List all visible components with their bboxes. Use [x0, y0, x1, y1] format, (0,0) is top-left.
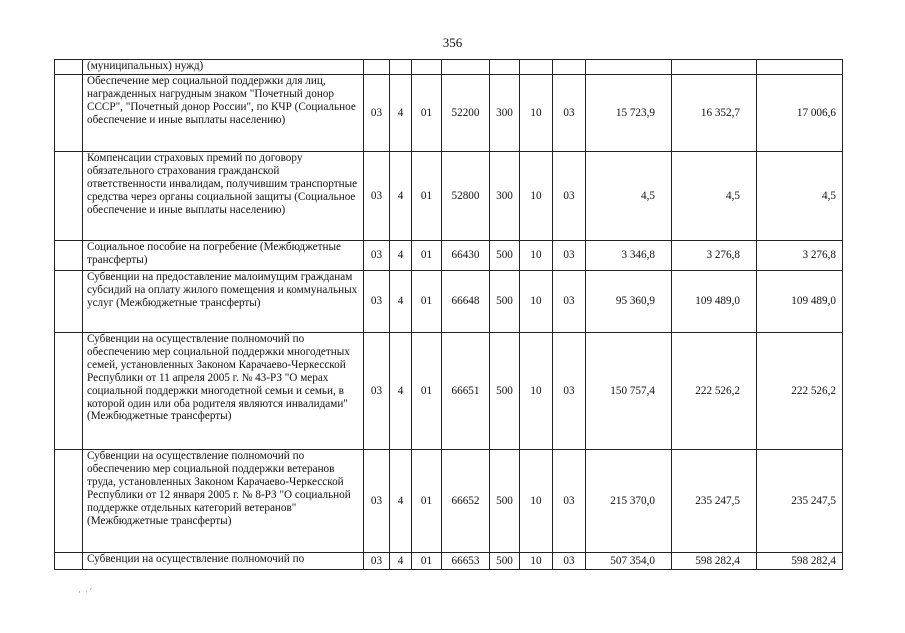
code-cell: 66430	[442, 241, 490, 271]
description-cell: Субвенции на предоставление малоимущим гражданам субсидий на оплату жилого помещения и коммунальных услуг (Межбюджетные трансферты)	[83, 271, 364, 333]
amount-cell: 16 352,7	[672, 75, 757, 152]
code-cell: 66653	[442, 553, 490, 570]
code-cell: 10	[520, 553, 553, 570]
code-cell: 03	[553, 271, 586, 333]
code-cell: 01	[412, 333, 442, 450]
code-cell: 500	[490, 241, 520, 271]
row-number-cell	[55, 75, 83, 152]
code-cell: 03	[364, 553, 390, 570]
code-cell: 4	[390, 152, 412, 241]
code-cell: 500	[490, 271, 520, 333]
code-cell: 4	[390, 450, 412, 553]
row-number-cell	[55, 60, 83, 75]
code-cell: 03	[553, 553, 586, 570]
amount-cell: 222 526,2	[757, 333, 843, 450]
page-number: 356	[442, 35, 463, 50]
code-cell: 03	[364, 241, 390, 271]
amount-cell: 15 723,9	[586, 75, 672, 152]
code-cell: 500	[490, 333, 520, 450]
code-cell: 03	[553, 75, 586, 152]
amount-cell: 598 282,4	[672, 553, 757, 570]
table-row	[55, 333, 843, 450]
code-cell: 03	[364, 333, 390, 450]
code-cell: 500	[490, 553, 520, 570]
code-cell: 4	[390, 241, 412, 271]
amount-cell: 109 489,0	[672, 271, 757, 333]
code-cell: 10	[520, 75, 553, 152]
budget-table	[54, 59, 843, 570]
code-cell: 03	[364, 271, 390, 333]
amount-cell: 3 276,8	[757, 241, 843, 271]
description-cell: Субвенции на осуществление полномочий по обеспечению мер социальной поддержки многодетных семей, установленных Законом Карачаево-Черкесской Республики от 11 апреля 2005 г. № 43-РЗ "О мерах социальной поддержки многодетной семьи и семьи, в которой один или оба родителя являются инвалидами" (Межбюджетные трансферты)	[83, 333, 364, 450]
description-cell: Социальное пособие на погребение (Межбюджетные трансферты)	[83, 241, 364, 271]
code-cell: 01	[412, 450, 442, 553]
code-cell: 01	[412, 75, 442, 152]
code-cell: 4	[390, 553, 412, 570]
code-cell: 03	[364, 152, 390, 241]
description-cell: (муниципальных) нужд)	[83, 60, 364, 75]
amount-cell: 95 360,9	[586, 271, 672, 333]
code-cell: 10	[520, 241, 553, 271]
code-cell: 66651	[442, 333, 490, 450]
code-cell: 4	[390, 333, 412, 450]
amount-cell: 4,5	[757, 152, 843, 241]
description-cell: Обеспечение мер социальной поддержки для лиц, награжденных нагрудным знаком "Почетный донор СССР", "Почетный донор России", по КЧР (Социальное обеспечение и иные выплаты населению)	[83, 75, 364, 152]
code-cell: 10	[520, 333, 553, 450]
code-cell: 01	[412, 271, 442, 333]
code-cell: 52200	[442, 75, 490, 152]
table-row	[55, 152, 843, 241]
code-cell: 01	[412, 553, 442, 570]
description-cell: Компенсации страховых премий по договору обязательного страхования гражданской ответственности инвалидам, получившим транспортные средства через органы социальной защиты (Социальное обеспечение и иные выплаты населению)	[83, 152, 364, 241]
amount-cell: 507 354,0	[586, 553, 672, 570]
code-cell: 03	[364, 450, 390, 553]
amount-cell: 215 370,0	[586, 450, 672, 553]
amount-cell: 109 489,0	[757, 271, 843, 333]
code-cell: 4	[390, 75, 412, 152]
code-cell: 66652	[442, 450, 490, 553]
code-cell: 10	[520, 450, 553, 553]
amount-cell: 3 346,8	[586, 241, 672, 271]
amount-cell: 598 282,4	[757, 553, 843, 570]
amount-cell: 17 006,6	[757, 75, 843, 152]
row-number-cell	[55, 241, 83, 271]
row-number-cell	[55, 333, 83, 450]
description-cell: Субвенции на осуществление полномочий по	[83, 553, 364, 570]
table-row	[55, 271, 843, 333]
scan-artifact: · ·´	[78, 587, 94, 597]
table-row	[55, 241, 843, 271]
description-cell: Субвенции на осуществление полномочий по обеспечению мер социальной поддержки ветеранов труда, установленных Законом Карачаево-Черкесской Республики от 12 января 2005 г. № 8-РЗ "О социальной поддержке отдельных категорий ветеранов" (Межбюджетные трансферты)	[83, 450, 364, 553]
amount-cell: 235 247,5	[672, 450, 757, 553]
code-cell: 01	[412, 152, 442, 241]
code-cell: 03	[553, 333, 586, 450]
table-row	[55, 553, 843, 570]
table-row	[55, 450, 843, 553]
code-cell: 01	[412, 241, 442, 271]
amount-cell: 3 276,8	[672, 241, 757, 271]
code-cell: 4	[390, 271, 412, 333]
amount-cell: 4,5	[672, 152, 757, 241]
code-cell: 10	[520, 152, 553, 241]
row-number-cell	[55, 271, 83, 333]
code-cell: 03	[553, 241, 586, 271]
code-cell: 66648	[442, 271, 490, 333]
code-cell: 10	[520, 271, 553, 333]
code-cell: 300	[490, 152, 520, 241]
code-cell: 03	[553, 450, 586, 553]
code-cell: 300	[490, 75, 520, 152]
code-cell: 52800	[442, 152, 490, 241]
code-cell: 03	[553, 152, 586, 241]
amount-cell: 4,5	[586, 152, 672, 241]
amount-cell: 150 757,4	[586, 333, 672, 450]
table-row	[55, 75, 843, 152]
amount-cell: 222 526,2	[672, 333, 757, 450]
row-number-cell	[55, 152, 83, 241]
code-cell: 500	[490, 450, 520, 553]
table-row-continuation	[55, 60, 843, 75]
code-cell: 03	[364, 75, 390, 152]
row-number-cell	[55, 450, 83, 553]
row-number-cell	[55, 553, 83, 570]
amount-cell: 235 247,5	[757, 450, 843, 553]
